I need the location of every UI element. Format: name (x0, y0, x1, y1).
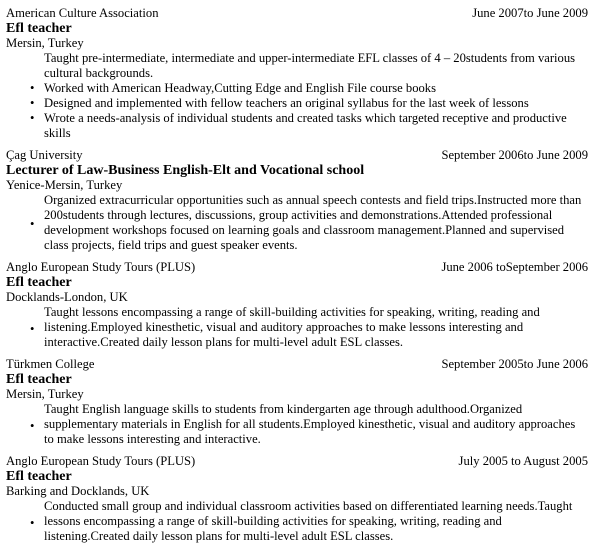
job-location: Barking and Docklands, UK (6, 484, 150, 498)
job-header (6, 6, 588, 21)
job-title: Efl teacher (6, 469, 72, 484)
duty-item: • Conducted small group and individual classroom activities based on differentiated learning needs.Taught lessons encompassing a range of skill-building activities for speaking, writing, reading and listening.Created daily lesson plans for multi-level adult ESL classes. (6, 499, 588, 544)
job-location: Mersin, Turkey (6, 387, 84, 401)
job-duties (6, 499, 588, 544)
job-title: Efl teacher (6, 275, 72, 290)
job-dates: July 2005 to August 2005 (458, 454, 588, 468)
job-location: Yenice-Mersin, Turkey (6, 178, 123, 192)
job-organization: Türkmen College (6, 357, 95, 371)
duty-item: • Wrote a needs-analysis of individual students and created tasks which targeted receptive and productive skills (6, 111, 588, 141)
job-entry (6, 6, 588, 141)
job-title: Efl teacher (6, 21, 72, 36)
job-title: Efl teacher (6, 372, 72, 387)
job-title: Lecturer of Law-Business English-Elt and Vocational school (6, 163, 365, 178)
job-header (6, 148, 588, 163)
job-location: Docklands-London, UK (6, 290, 128, 304)
duty-item: • Organized extracurricular opportunities such as annual speech contests and field trips.Instructed more than 200students through lectures, discussions, group activities and demonstrations.Attended professional development workshops focused on learning goals and classroom management.Planned and supervised class projects, field trips and guest speaker events. (6, 193, 588, 253)
duty-item: • Taught lessons encompassing a range of skill-building activities for speaking, writing, reading and listening.Employed kinesthetic, visual and auditory approaches to make lessons interesting and interactive.Created daily lesson plans for multi-level adult ESL classes. (6, 305, 588, 350)
job-duties (6, 305, 588, 350)
job-dates: September 2005to June 2006 (441, 357, 588, 371)
job-duties (6, 193, 588, 253)
job-entry (6, 148, 588, 253)
job-organization: Anglo European Study Tours (PLUS) (6, 260, 196, 274)
job-dates: June 2006 toSeptember 2006 (441, 260, 588, 274)
job-dates: June 2007to June 2009 (472, 6, 588, 20)
duty-item: • Taught English language skills to students from kindergarten age through adulthood.Organized supplementary materials in English for all students.Employed kinesthetic, visual and auditory approaches to make lessons interesting and interactive. (6, 402, 588, 447)
job-organization: American Culture Association (6, 6, 159, 20)
job-header (6, 260, 588, 275)
job-location: Mersin, Turkey (6, 36, 84, 50)
job-entry (6, 454, 588, 544)
job-duties (6, 51, 588, 141)
job-header (6, 357, 588, 372)
duty-item: • Worked with American Headway,Cutting Edge and English File course books (6, 81, 588, 96)
job-entry (6, 260, 588, 350)
duty-item: Taught pre-intermediate, intermediate and upper-intermediate EFL classes of 4 – 20students from various cultural backgrounds. (44, 51, 576, 80)
job-organization: Çag University (6, 148, 83, 162)
job-organization: Anglo European Study Tours (PLUS) (6, 454, 196, 468)
job-duties (6, 402, 588, 447)
duty-item: • Designed and implemented with fellow teachers an original syllabus for the last week of lessons (6, 96, 588, 111)
job-dates: September 2006to June 2009 (441, 148, 588, 162)
job-entry (6, 357, 588, 447)
job-header (6, 454, 588, 469)
